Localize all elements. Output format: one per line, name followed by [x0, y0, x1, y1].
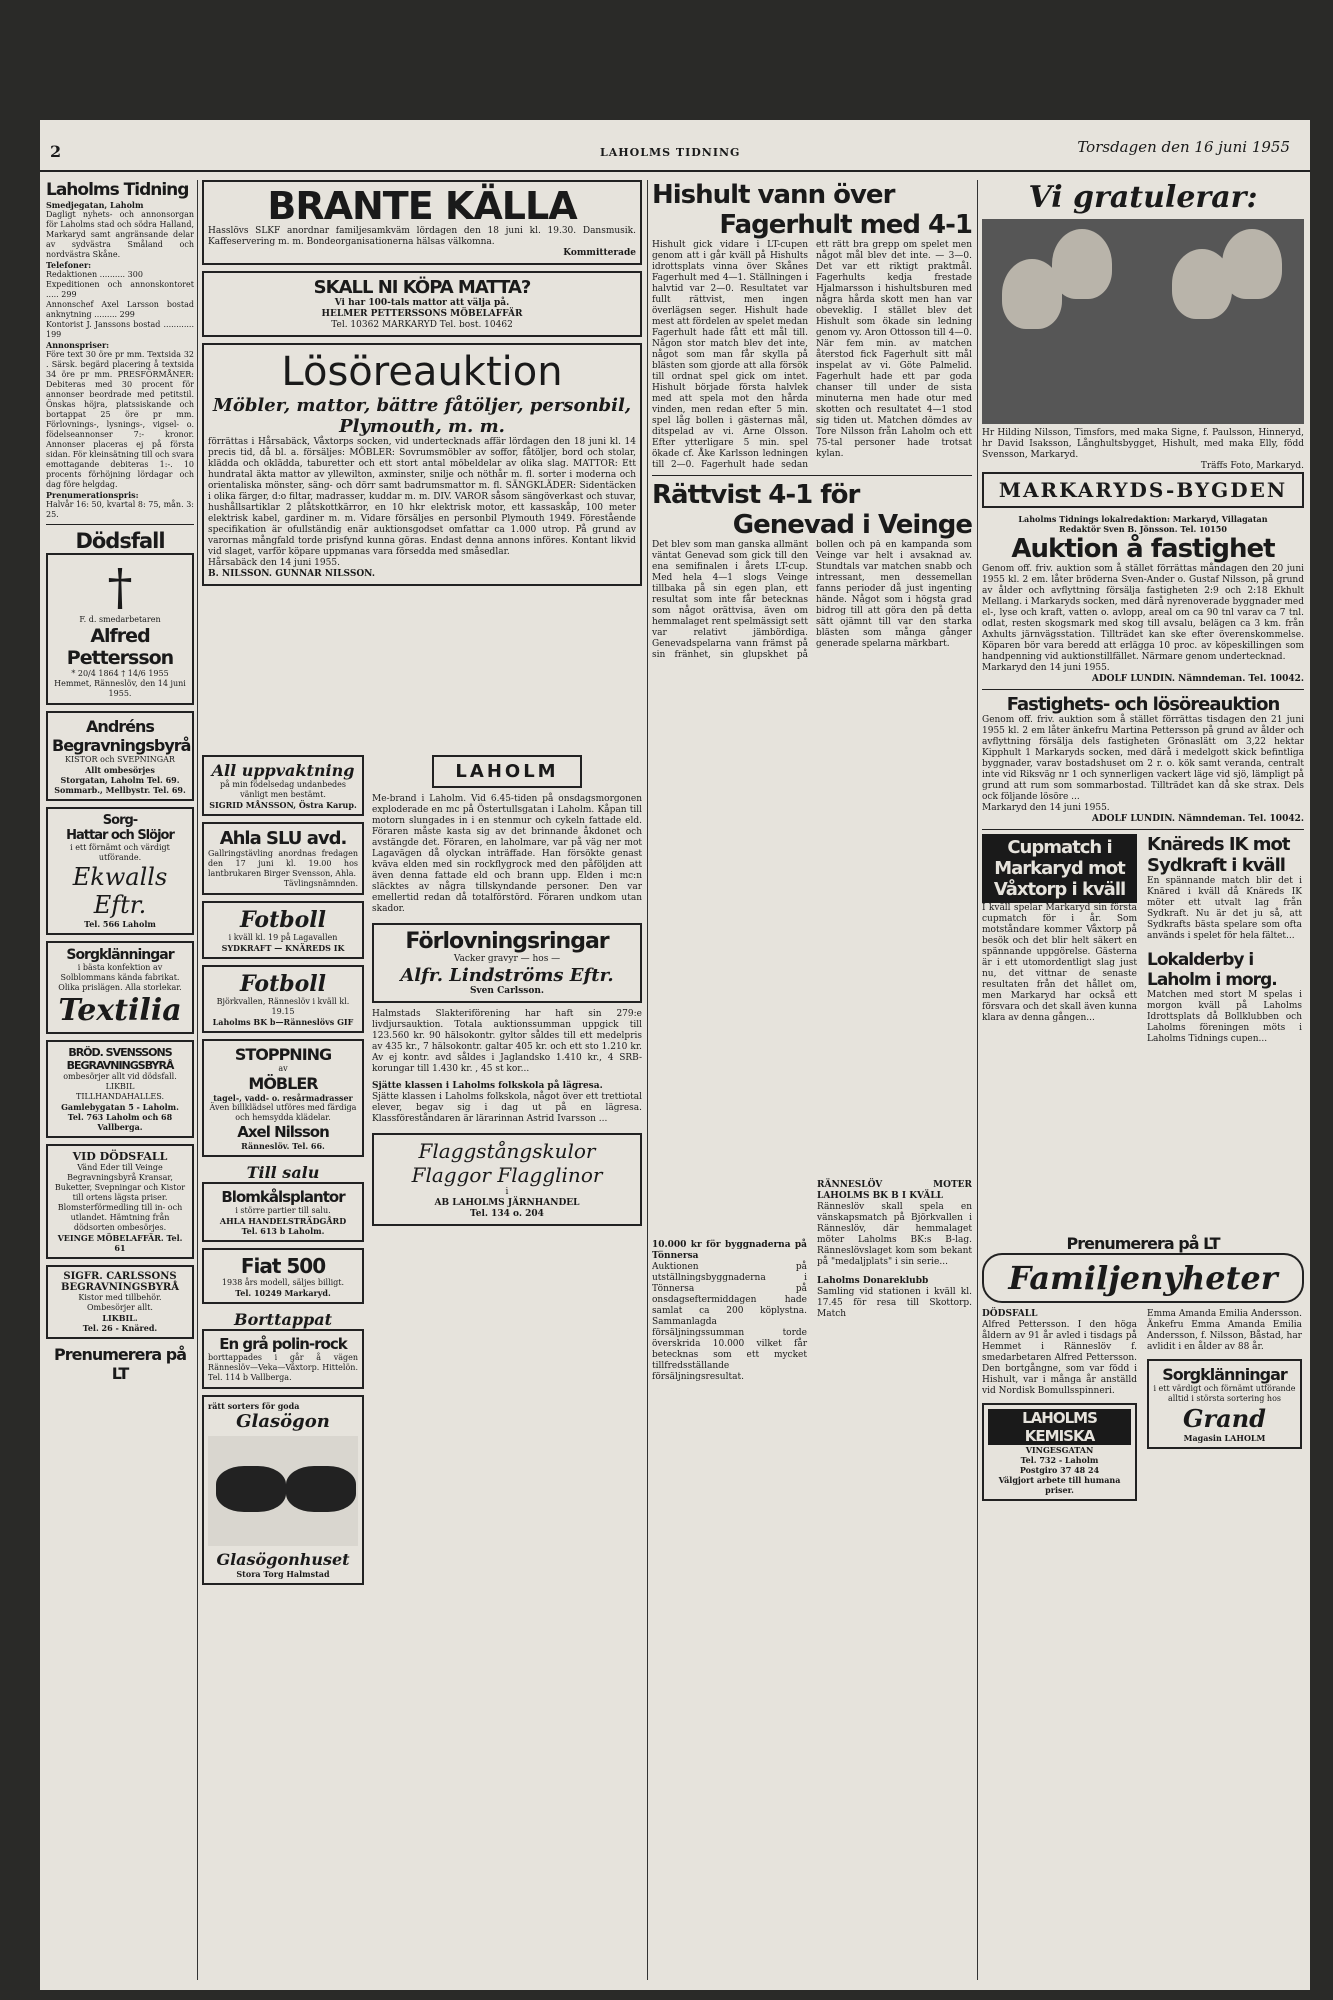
- ad-stoppning: [202, 1039, 364, 1157]
- ad-text: ombesörjer allt vid dödsfall.: [63, 1072, 177, 1081]
- ad-text: VINGESGATAN: [1025, 1445, 1094, 1455]
- phone-line: Annonschef Axel Larsson bostad anknytning ......... 299: [46, 300, 194, 319]
- ad-subtitle: Möbler, mattor, bättre fåtöljer, personbil, Plymouth, m. m.: [212, 395, 632, 437]
- article-title: Knäreds IK mot Sydkraft i kväll: [1147, 834, 1290, 876]
- column-rule: [977, 180, 978, 1980]
- article-title: Hishult vann över: [652, 180, 895, 210]
- masthead-intro: Dagligt nyhets- och annonsorgan för Laholms stad och södra Halland, Markaryd samt angränsande delar av sydvästra Småland och nordvästra Skåne.: [46, 210, 194, 259]
- column-2: [202, 180, 642, 1980]
- article-text: Auktionen på utställningsbyggnaderna i Tönnersa på onsdagseftermiddagen hade samlat ca 200 köplystna. Sammanlagda försäljningssumman torde överskrida 10.000 vilket får betecknas som ett mycket tillfredsställande försäljningsresultat.: [652, 1262, 807, 1382]
- ad-phone: Storgatan, Laholm Tel. 69. Sommarb., Mellbystr. Tel. 69.: [54, 775, 186, 795]
- ad-forlovning: [372, 923, 642, 1003]
- issue-date: Torsdagen den 16 juni 1955: [1077, 138, 1290, 156]
- ad-logo: Ekwalls Eftr.: [72, 863, 168, 919]
- ad-andrens: [46, 711, 194, 801]
- ad-carlsson: [46, 1265, 194, 1339]
- ad-fotboll-1: [202, 901, 364, 959]
- ad-phone: Tel. 134 o. 204: [470, 1209, 544, 1219]
- ad-title: BRANTE KÄLLA: [267, 184, 577, 228]
- page-number: 2: [50, 142, 62, 161]
- ad-text: i ett värdigt och förnämt utförande alltid i största sortering hos: [1153, 1384, 1296, 1403]
- phone-line: Expeditionen och annonskontoret ..... 299: [46, 280, 194, 299]
- column-1: [46, 180, 194, 1980]
- ad-title: En grå polin-rock: [219, 1335, 347, 1353]
- ad-ekwalls: [46, 807, 194, 935]
- ad-text: Ombesörjer allt.: [87, 1303, 153, 1312]
- ad-auktion: [202, 343, 642, 586]
- masthead-address: Smedjegatan, Laholm: [46, 200, 144, 210]
- ad-text: i bästa konfektion av Solblommans kända fabrikat. Olika prislägen. Alla storlekar.: [58, 963, 182, 992]
- ad-signature: Tävlingsnämnden.: [283, 879, 358, 888]
- ad-grand: [1147, 1359, 1302, 1449]
- ad-signature: ADOLF LUNDIN. Nämndeman. Tel. 10042.: [1091, 814, 1304, 824]
- article-title: DÖDSFALL: [982, 1309, 1038, 1319]
- ad-title: Blomkålsplantor: [221, 1188, 345, 1206]
- ad-logo: Glasögonhuset: [216, 1550, 350, 1569]
- ad-title: Axel Nilsson: [237, 1123, 329, 1141]
- ad-text: Björkvallen, Ränneslöv i kväll kl. 19.15: [216, 997, 350, 1016]
- ad-text: Vänd Eder till Veinge Begravningsbyrå Kransar, Buketter, Svepningar och Kistor till ortens lägsta priser. Blomsterförmedling till in- och utlandet. Hämtning från dödsorten ombesörjes.: [54, 1163, 186, 1232]
- ad-text: tagel-, vadd- o. resårmadrasser: [213, 1093, 353, 1103]
- family-right: [1147, 1309, 1302, 1455]
- article-text: Sjätte klassen i Laholms folkskola, något över ett trettiotal elever, begav sig i dag ut på en lägresa. Klassföreståndaren är lärarinnan Astrid Ivarsson ...: [372, 1092, 642, 1124]
- masthead: Laholms Tidning: [46, 180, 189, 200]
- death-place: Hemmet, Ränneslöv, den 14 juni 1955.: [54, 679, 186, 698]
- ad-glasogon: [202, 1395, 364, 1585]
- sub-price-heading: Prenumerationspris:: [46, 490, 139, 500]
- ad-title: Sorg-: [102, 813, 138, 828]
- phone-line: Kontorist J. Janssons bostad ............ 199: [46, 320, 194, 339]
- ad-title: Sorgklänningar: [1162, 1365, 1287, 1384]
- ad-text: AB LAHOLMS JÄRNHANDEL: [434, 1198, 580, 1208]
- article-text: Halmstads Slakteriförening har haft sin 279:e livdjursauktion. Totala auktionssumman uppgick till 123.560 kr. 90 hälsokontr. gyltor såldes till ett medelpris av 435 kr., 7 hälsokontr. galtar 405 kr. och ett sto 1.210 kr. Av ej kontr. avd såldes i Jaglandsko 1.410 kr., 4 SRB-korungar till 1.430 kr. , 45 st kor...: [372, 1009, 642, 1074]
- cross-icon: †: [107, 558, 133, 616]
- ad-date: Hårsabäck den 14 juni 1955.: [208, 558, 340, 568]
- ad-price-heading: Annonspriser:: [46, 340, 110, 350]
- ad-text: KISTOR och SVEPNINGAR: [65, 755, 175, 764]
- ad-fotboll-2: [202, 965, 364, 1033]
- ad-text: Magasin LAHOLM: [1183, 1433, 1266, 1443]
- family-left: [982, 1309, 1137, 1507]
- column-4: [982, 180, 1304, 1980]
- glasses-icon: [208, 1436, 358, 1546]
- sub-price-text: Halvår 16: 50, kvartal 8: 75, mån. 3: 25.: [46, 500, 194, 519]
- ad-text: Postgiro 37 48 24: [1019, 1465, 1100, 1475]
- death-dates: * 20/4 1864 † 14/6 1955: [71, 669, 169, 678]
- ad-title: Andréns Begravningsbyrå: [52, 717, 191, 755]
- ad-text: Genom off. friv. auktion som å stället förrättas tisdagen den 21 juni 1955 kl. 2 em låter änkefru Martina Pettersson på grund av ålder och avflyttning försälja dels fastigheten Grönaslätt om 3,22 hektar Kipphult 1 Markaryds socken, med därå i medelgott skick befintliga byggnader, varav bostadshuset om 2 r. o. kök samt veranda, centralt inte vid Riksväg nr 1 och synnerligen vackert läge vid sjö, lämpligt på grund att rum som sommarbostad. Tillträdet kan då ske strax. Dels ock följande lösöre ...: [982, 715, 1304, 802]
- ad-title: Glasögon: [236, 1411, 330, 1432]
- ad-text: SYDKRAFT — KNÄREDS IK: [221, 943, 345, 953]
- ad-ahla-slu: [202, 822, 364, 895]
- ad-text: rätt sorters för goda: [208, 1401, 300, 1411]
- col3-lower-left: [652, 1240, 807, 1383]
- ad-title: MÖBLER: [248, 1074, 318, 1093]
- article-text: Hishult gick vidare i LT-cupen genom att i går kväll på Hishults idrottsplats vinna över Skånes Fagerhult med 4—1. Ställningen i halvtid var 2—0. Resultatet var fullt rättvist, men ingen överlägsen seger. Hishult hade mest att fördelen av spelet medan Fagerhult hade fått ett mål till. Någon stor match blev det inte, något som man får skylla på blästen som gjorde att alla försök till ordnat spel gick om intet. Hishult började första halvlek med att spela mot den hårda vinden, men redan efter 5 min. spel låg bollen i gästernas mål, ditspelad av vi. Arne Olsson. Efter ytterligare 5 min. spel ökade cf. Åke Karlsson ledningen till 2—0. Fagerhult hade sedan ett rätt bra grepp om spelet men något mål blev det inte. — 3—0. Det var ett riktigt praktmål. Fagerhults kedja frestade Hjalmarsson i hishultsburen med några hårda skott men han var obeveklig. I stället blev det Hishult som ökade sin ledning genom vy. Aron Ottosson till 4—0. När fem min. av matchen återstod fick Fagerhult sitt mål inspelat av vi. Göte Palmelid. Fagerhult hade ett par goda chanser till under de sista minuterna men hade otur med skotten och resultatet 4—1 stod sig tiden ut. Matchen dömdes av Tore Nilsson från Laholm och ett 75-tal personer hade trotsat kylan.: [652, 240, 972, 470]
- article-title: Lokalderby i Laholm i morg.: [1147, 950, 1277, 990]
- section-title: MARKARYDS-BYGDEN: [998, 478, 1288, 502]
- photo-caption: Hr Hilding Nilsson, Timsfors, med maka Signe, f. Paulsson, Hinneryd, hr David Isaksson, Långhultsbygget, Hishult, med maka Elly, född Svensson, Markaryd.: [982, 428, 1304, 460]
- article-title: Genevad i Veinge: [732, 510, 972, 540]
- ad-title: Auktion å fastighet: [1011, 534, 1275, 564]
- ad-veinge: [46, 1144, 194, 1259]
- ad-phone: Tel. 763 Laholm och 68 Vallberga.: [67, 1112, 173, 1132]
- column-3: [652, 180, 972, 1980]
- ad-text: 1938 års modell, säljes billigt.: [221, 1278, 345, 1287]
- wedding-photo: [982, 219, 1304, 424]
- ad-signature: B. NILSSON. GUNNAR NILSSON.: [208, 569, 375, 579]
- ad-text: Sven Carlsson.: [469, 986, 545, 996]
- ad-title: All uppvaktning: [211, 761, 355, 780]
- lost-heading: Borttappat: [234, 1310, 332, 1329]
- ad-title: Hattar och Slöjor: [66, 828, 174, 843]
- ad-text: Hasslövs SLKF anordnar familjesamkväm lördagen den 18 juni kl. 19.30. Dansmusik. Kaffeservering m. m. Bondeorganisationerna hälsas välkomna.: [208, 226, 636, 247]
- laholm-heading-box: [432, 755, 582, 788]
- article-text: Me-brand i Laholm. Vid 6.45-tiden på onsdagsmorgonen exploderade en mc på Östertullsgatan i Laholm. Kåpan till motorn slungades in i en stenmur och cykeln fattade eld. Föraren måste kasta sig av det brinnande åkdonet och avstängde det. Föraren, en laholmare, var på väg ner mot Lagavägen då olyckan inträffade. Han försökte genast kväva elden med sin rockflygrock med den påföljden att även denna fattade eld och brann upp. Elden i mc:n släcktes av några tillskyndande personer. Den var emellertid redan då totalförstörd. Föraren undkom utan skador.: [372, 794, 642, 914]
- ad-text: Genom off. friv. auktion som å stället förrättas måndagen den 20 juni 1955 kl. 2 em. låter bröderna Sven-Ander o. Gustaf Nilsson, på grund av ålder och avflyttning försälja fastigheten 2:9 och 2:18 Ekhult Mellang. i Markaryds socken, med därå nyrenoverade byggnader med el-, lyse och kraft, vatten o. avlopp, areal om ca 90 tnl varav ca 7 tnl. odlat, resten skogsmark med skog till avsalu, belägen ca 3 km. från Axhults järnvägsstation. Tillträdet kan ske efter överenskommelse. Köparen bör vara beredd att erlägga 10 proc. av köpeskillingen som handpenning vid auktionstillfället. Närmare genom undertecknad.: [982, 564, 1304, 662]
- ad-signature: SIGRID MÅNSSON, Östra Karup.: [209, 800, 357, 810]
- ad-polin: [202, 1329, 364, 1389]
- ad-title: Fiat 500: [240, 1254, 326, 1278]
- ad-title: LAHOLMS KEMISKA: [988, 1409, 1131, 1445]
- ad-phone: Ränneslöv. Tel. 66.: [241, 1141, 325, 1151]
- column-rule: [197, 180, 198, 1980]
- section-title: Vi gratulerar:: [1028, 180, 1258, 215]
- ad-title: Fotboll: [239, 971, 327, 997]
- ad-flagg: [372, 1133, 642, 1226]
- ad-text: Stora Torg Halmstad: [236, 1569, 330, 1579]
- ad-title: SKALL NI KÖPA MATTA?: [313, 277, 531, 298]
- markaryds-banner: [982, 472, 1304, 508]
- article-text: Samling vid stationen i kväll kl. 17.45 för resa till Skottorp. Match: [817, 1287, 972, 1319]
- section-info: Redaktör Sven B. Jönsson. Tel. 10150: [1059, 524, 1227, 534]
- article-text: Det blev som man ganska allmänt väntat Genevad som gick till den ena semifinalen i årets LT-cup. Med hela 4—1 slogs Veinge tillbaka på sin egen plan, ett resultat som inte får betecknas som något orättvisa, även om hemmalaget rent spelmässigt sett var relativt jämbördiga. Genevadspelarna vann främst på sin fränhet, sin glupskhet på bollen och på en kampanda som Veinge var helt i avsaknad av. Stundtals var matchen snabb och intressant, men dessemellan fanns perioder då just ingenting hände. Något som i högsta grad bidrog till att göra den på detta sätt ojämnt till var den starka blästen som många gånger generade spelarna märkbart.: [652, 540, 972, 660]
- ad-text: LIKBIL: [105, 1082, 135, 1091]
- ad-text: borttappades i går å vägen Ränneslöv—Veka—Våxtorp. Hittelön. Tel. 114 b Vallberga.: [208, 1353, 358, 1382]
- ad-textilia: [46, 941, 194, 1034]
- article-text: Matchen med stort M spelas i morgon kväll på Laholms Idrottsplats då Bollklubben och Laholms föreningen möts i Laholms Tidnings cupen...: [1147, 990, 1302, 1044]
- subscribe-prompt: Prenumerera på LT: [53, 1345, 187, 1383]
- page-header: [40, 130, 1310, 172]
- ad-title: Förlovningsringar: [405, 929, 609, 954]
- death-notice: [46, 553, 194, 705]
- article-text: I kväll spelar Markaryd sin första cupmatch för i år. Som motståndare kommer Våxtorp på besök och det blir helt säkert en spännande uppgörelse. Gästerna är i ett utomordentligt slag just nu, det vittnar de senaste resultaten från det hållet om, men Markaryd har också ett försvara och det skall även kunna klara av denna gången...: [982, 903, 1137, 1023]
- phone-heading: Telefoner:: [46, 260, 92, 270]
- ad-date: Markaryd den 14 juni 1955.: [982, 803, 1110, 813]
- ad-text: av: [278, 1064, 288, 1073]
- knared-article: [1147, 834, 1302, 1045]
- ad-text: Även billklädsel utföres med färdiga och hemsydda klädelar.: [209, 1103, 357, 1122]
- ad-phone: VEINGE MÖBELAFFÄR. Tel. 61: [57, 1233, 183, 1253]
- ad-text: Allt ombesörjes: [85, 765, 155, 775]
- paper-name: LAHOLMS TIDNING: [600, 146, 741, 159]
- ad-phone: Tel. 566 Laholm: [84, 919, 156, 929]
- ad-date: Markaryd den 14 juni 1955.: [982, 663, 1110, 673]
- article-text: En spännande match blir det i Knäred i kväll då Knäreds IK möter ett utvalt lag från Sydkraft. Nu är det ju så, att Sydkrafts bästa spelare som ofta används i spelet för hela fältet...: [1147, 876, 1302, 941]
- ad-price-text: Före text 30 öre pr mm. Textsida 32 . Särsk. begärd placering å textsida 34 öre pr mm. PRESFÖRMÅNER: Debiteras med 30 procent för annonser beordrade med petitstil. Önskas höjra, platssiskande och bortappat 25 öre pr mm. Förlovnings-, lysnings-, vigsel- o. födelseannonser 7:- kronor. Annonser placeras ej på första sidan. För kleinsätning till och svara emottagande debiteras 1:-. 10 procents förhöjning lördagar och dag före helgdag.: [46, 350, 194, 489]
- article-title: Fagerhult med 4-1: [719, 210, 972, 240]
- ad-text: i kväll kl. 19 på Lagavallen: [228, 933, 338, 942]
- ad-title: Sorgklänningar: [66, 947, 174, 963]
- col2-right-column: [372, 755, 642, 1232]
- article-title: 10.000 kr för byggnaderna på Tönnersa: [652, 1240, 807, 1261]
- ad-brante-kalla: [202, 180, 642, 265]
- familj-banner: [982, 1253, 1304, 1303]
- ad-phone: Tel. 10362 MARKARYD Tel. bost. 10462: [331, 320, 513, 330]
- article-title: Laholms Donareklubb: [817, 1276, 929, 1286]
- ad-title: Ahla SLU avd.: [219, 828, 347, 849]
- section-title: LAHOLM: [455, 761, 559, 782]
- article-title: Rättvist 4-1 för: [652, 480, 860, 510]
- phone-line: Redaktionen .......... 300: [46, 270, 143, 279]
- section-title: Familjenyheter: [1008, 1259, 1278, 1297]
- ad-text: LIKBIL.: [102, 1313, 138, 1323]
- ad-title: Lösöreauktion: [281, 349, 563, 395]
- ad-title: Flaggstångskulor Flaggor Flagglinor: [411, 1139, 603, 1187]
- ad-text: förrättas i Hårsabäck, Våxtorps socken, vid undertecknads affär lördagen den 18 juni kl. 14 precis tid, då bl. a. försäljes: MÖBLER: Sovrumsmöbler av soffor, fåtöljer, bord och stolar, klädda och oklädda, taburetter och ett stort antal möbeldelar av olika slag. MATTOR: Ett hundratal äkta mattor av yllewilton, axminster, snilje och nöthår m. fl. sorter i moderna och orientaliska mönster, säng- och dörr samt badrumsmattor m. fl. SÄNGKLÄDER: Sidentäcken i olika färger, d:o filtar, madrasser, kuddar m. m. DIV. VAROR såsom sängöverkast och stuvar, hushållsartiklar 2 plåtskottkärror, en 10 hkr elektrisk motor, ett kassaskåp, 100 meter elektrisk kabel, gardiner m. m. Vidare försäljes en personbil Plymouth 1949. Förestående specifikation är ofullständig enär auktionsgodset omfattar ca 1.000 utrop. På grund av varornas mångfald torde prisfynd kunna göras. Endast denna annons införes. Kontant likvid vid slaget, varför köpare uppmanas vara försedda med småsedlar.: [208, 437, 636, 557]
- ad-svensson: [46, 1040, 194, 1138]
- ad-text: HELMER PETTERSSONS MÖBELAFFÄR: [321, 309, 523, 319]
- for-sale-heading: Till salu: [246, 1163, 320, 1182]
- ad-text: Vacker gravyr — hos —: [453, 954, 561, 964]
- ad-title: Fotboll: [239, 907, 327, 933]
- ad-text: Gamlebygatan 5 - Laholm.: [61, 1102, 179, 1112]
- ad-text: Välgjort arbete till humana priser.: [998, 1475, 1121, 1495]
- cup-article: [982, 834, 1137, 1024]
- ad-matta: [202, 271, 642, 337]
- ad-text: i: [505, 1187, 509, 1197]
- ad-kemiska: [982, 1403, 1137, 1501]
- ad-title: Fastighets- och lösöreauktion: [1006, 694, 1280, 715]
- article-text: Alfred Pettersson. I den höga åldern av 91 år avled i tisdags på Hemmet i Ränneslöv f. smedarbetaren Alfred Pettersson. Den bortgångne, som var född i Hishult, var i många år anställd vid Nordisk Bomullsspinneri.: [982, 1320, 1137, 1396]
- col3-lower-right: [817, 1180, 972, 1320]
- ad-logo: Grand: [1183, 1404, 1266, 1433]
- ad-logo: Textilia: [58, 993, 182, 1028]
- ad-fiat: [202, 1248, 364, 1304]
- section-info: Laholms Tidnings lokalredaktion: Markaryd, Villagatan: [1018, 514, 1268, 524]
- death-section-title: Dödsfall: [75, 529, 165, 553]
- ad-signature: ADOLF LUNDIN. Nämndeman. Tel. 10042.: [1091, 674, 1304, 684]
- article-title: Cupmatch i Markaryd mot Våxtorp i kväll: [982, 834, 1137, 903]
- article-title: RÄNNESLÖV MOTER LAHOLMS BK B I KVÄLL: [817, 1180, 972, 1201]
- ad-title: BRÖD. SVENSSONS BEGRAVNINGSBYRÅ: [66, 1046, 174, 1072]
- article-text: Ränneslöv skall spela en vänskapsmatch på Björkvallen i Ränneslöv, där hemmalaget möter Laholms BK:s B-lag. Ränneslövslaget kom som bekant på "medaljplats" i sin serie...: [817, 1202, 972, 1267]
- article-title: Sjätte klassen i Laholms folkskola på lägresa.: [372, 1081, 603, 1091]
- ad-text: Kistor med tillbehör.: [78, 1293, 162, 1302]
- ad-uppvaktning: [202, 755, 364, 816]
- subscribe-prompt: Prenumerera på LT: [1066, 1234, 1220, 1253]
- newspaper-page: [40, 120, 1310, 1990]
- ad-phone: Tel. 613 b Laholm.: [241, 1226, 325, 1236]
- ad-title: SIGFR. CARLSSONS BEGRAVNINGSBYRÅ: [61, 1271, 179, 1293]
- ad-text: i större partier till salu.: [235, 1206, 331, 1215]
- ad-title: STOPPNING: [234, 1045, 332, 1064]
- family-block: [982, 1309, 1304, 1609]
- ad-text: TILLHANDAHALLES.: [75, 1092, 165, 1101]
- ad-phone: Tel. 26 - Knäred.: [82, 1323, 158, 1333]
- ad-phone: Tel. 732 - Laholm: [1020, 1455, 1099, 1465]
- col2-left-ads: [202, 755, 364, 1591]
- death-name: Alfred Pettersson: [66, 625, 174, 669]
- ad-blomkal: [202, 1182, 364, 1242]
- ad-title: VID DÖDSFALL: [72, 1150, 168, 1163]
- column-rule: [647, 180, 648, 1980]
- ad-logo: Alfr. Lindströms Eftr.: [400, 965, 614, 986]
- sports-block: [982, 834, 1304, 1234]
- ad-text: på min födelsedag undanbedes vänligt men bestämt.: [219, 780, 347, 799]
- ad-text: Laholms BK b—Ränneslövs GIF: [212, 1017, 354, 1027]
- ad-signature: Kommitterade: [563, 248, 636, 258]
- ad-phone: Tel. 10249 Markaryd.: [235, 1288, 331, 1298]
- ad-text: i ett förnämt och värdigt utförande.: [70, 843, 170, 862]
- death-title: F. d. smedarbetaren: [79, 615, 161, 624]
- photo-credit: Träffs Foto, Markaryd.: [1200, 461, 1304, 471]
- article-text: Emma Amanda Emilia Andersson. Änkefru Emma Amanda Emilia Andersson, f. Nilsson, Båstad, har avlidit i en ålder av 88 år.: [1147, 1309, 1303, 1352]
- ad-text: Gallringstävling anordnas fredagen den 17 juni kl. 19.00 hos lantbrukaren Birger Svensson, Ahla.: [208, 849, 358, 878]
- ad-text: AHLA HANDELSTRÄDGÅRD: [219, 1216, 347, 1226]
- ad-text: Vi har 100-tals mattor att välja på.: [334, 298, 510, 308]
